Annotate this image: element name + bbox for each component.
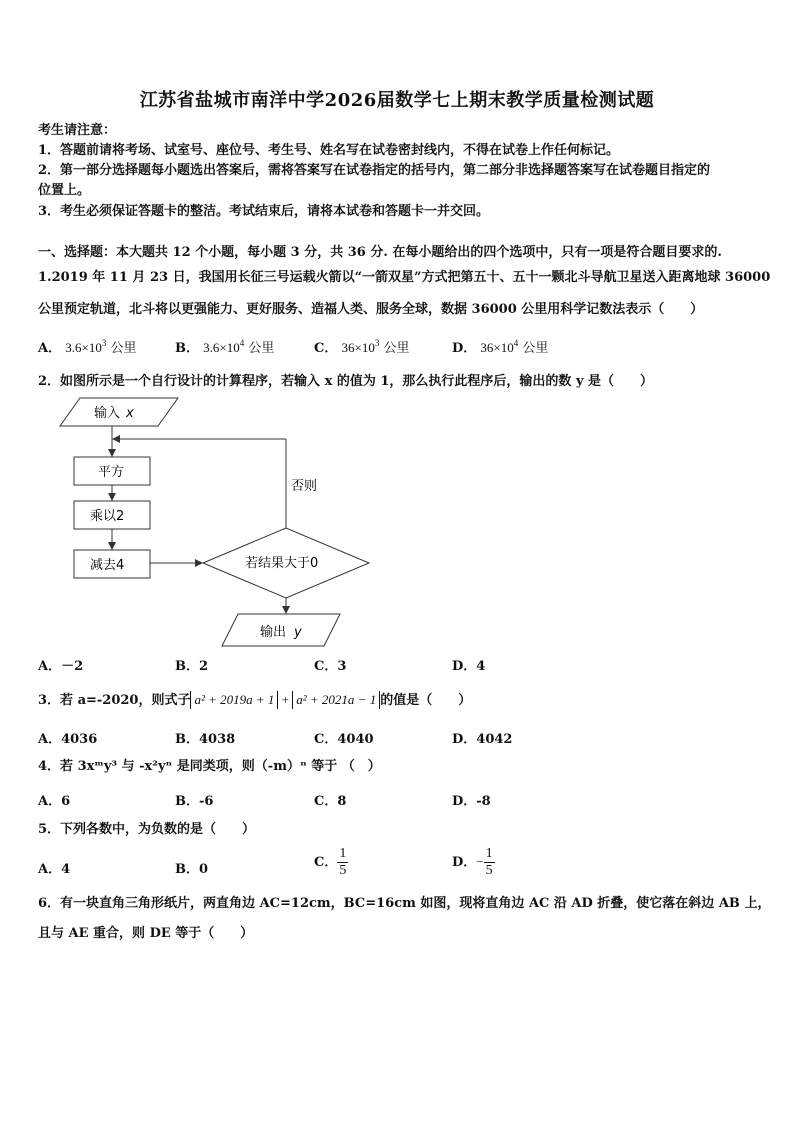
q6-stem-line2: 且与 AE 重合，则 DE 等于（ ）: [38, 926, 254, 941]
q5-option-d: D．− $\frac{1}{5}$: [452, 846, 493, 878]
q1-option-d: D． $36\times 10^4$ 公里: [452, 338, 549, 356]
notice-item-3: 3．考生必须保证答题卡的整洁。考试结束后，请将本试卷和答题卡一并交回。: [38, 204, 490, 219]
q4-option-a: A．6: [38, 794, 71, 809]
flow-output-var: y: [294, 625, 302, 640]
q5-fraction-d: $\frac{1}{5}$: [485, 846, 493, 878]
q3-option-a: A．4036: [38, 732, 98, 747]
q1-stem-line1: 1.2019 年 11 月 23 日，我国用长征三号运载火箭以“一箭双星”方式把第五十、五十一颗北斗导航卫星送入距离地球 36000: [38, 270, 771, 285]
section-heading: 一、选择题：本大题共 12 个小题，每小题 3 分，共 36 分. 在每小题给出的四个选项中，只有一项是符合题目要求的.: [38, 245, 722, 260]
q5-option-a: A．4: [38, 862, 71, 877]
q5-fraction-c: $\frac{1}{5}$: [339, 846, 347, 878]
notice-heading: 考生请注意：: [38, 123, 117, 138]
q4-option-d: D．-8: [452, 794, 491, 809]
notice-item-1: 1．答题前请将考场、试室号、座位号、考生号、姓名写在试卷密封线内，不得在试卷上作任何标记。: [38, 143, 620, 158]
q1-option-c: C． $36\times 10^3$ 公里: [314, 338, 410, 356]
q1-option-a: A． $3.6\times 10^3$ 公里: [38, 338, 137, 356]
notice-item-2: 2．第一部分选择题每小题选出答案后，需将答案写在试卷指定的括号内，第二部分非选择题答案写在试卷题目指定的: [38, 163, 711, 178]
q2-option-a: A．－2: [38, 659, 84, 674]
flowchart: [48, 392, 378, 654]
q4-option-b: B．-6: [175, 794, 214, 809]
q3-option-b: B．4038: [175, 732, 236, 747]
flow-step3: 减去4: [90, 558, 125, 573]
flow-step2: 乘以2: [90, 509, 125, 524]
q3-abs-expr1: a² + 2019a + 1: [190, 691, 278, 709]
q2-stem: 2．如图所示是一个自行设计的计算程序，若输入 x 的值为 1，那么执行此程序后，输出的数 y 是（ ）: [38, 374, 654, 389]
q3-option-d: D．4042: [452, 732, 513, 747]
q3-option-c: C．4040: [314, 732, 374, 747]
q5-option-c: C． $\frac{1}{5}$: [314, 846, 347, 878]
page-title: 江苏省盐城市南洋中学2026届数学七上期末教学质量检测试题: [139, 90, 655, 111]
q2-option-b: B．2: [175, 659, 209, 674]
q2-option-c: C．3: [314, 659, 347, 674]
q1-stem-line2: 公里预定轨道，北斗将以更强能力、更好服务、造福人类、服务全球，数据 36000 公里用科学记数法表示（ ）: [38, 302, 704, 317]
flow-output-label: 输出: [260, 625, 287, 640]
q5-option-b: B．0: [175, 862, 209, 877]
flow-decision-label: 若结果大于0: [245, 556, 319, 571]
q4-stem: 4．若 3xᵐy³ 与 -x²yⁿ 是同类项，则（-m）ⁿ 等于 （ ）: [38, 759, 381, 774]
flow-input-var: x: [126, 406, 134, 421]
notice-item-2-cont: 位置上。: [38, 183, 91, 198]
q4-option-c: C．8: [314, 794, 347, 809]
q1-option-b: B． $3.6\times 10^4$ 公里: [175, 338, 275, 356]
q3-stem: 3．若 a=-2020，则式子 a² + 2019a + 1 + a² + 2021a − 1 的值是（ ）: [38, 692, 472, 708]
q2-option-d: D．4: [452, 659, 486, 674]
q3-abs-expr2: a² + 2021a − 1: [292, 691, 380, 709]
flow-input-label: 输入: [94, 406, 121, 421]
q5-stem: 5．下列各数中，为负数的是（ ）: [38, 822, 256, 837]
flow-step1: 平方: [98, 465, 125, 480]
flow-no-label: 否则: [291, 479, 318, 494]
q6-stem-line1: 6．有一块直角三角形纸片，两直角边 AC=12cm，BC=16cm 如图，现将直角边 AC 沿 AD 折叠，使它落在斜边 AB 上，: [38, 896, 771, 911]
